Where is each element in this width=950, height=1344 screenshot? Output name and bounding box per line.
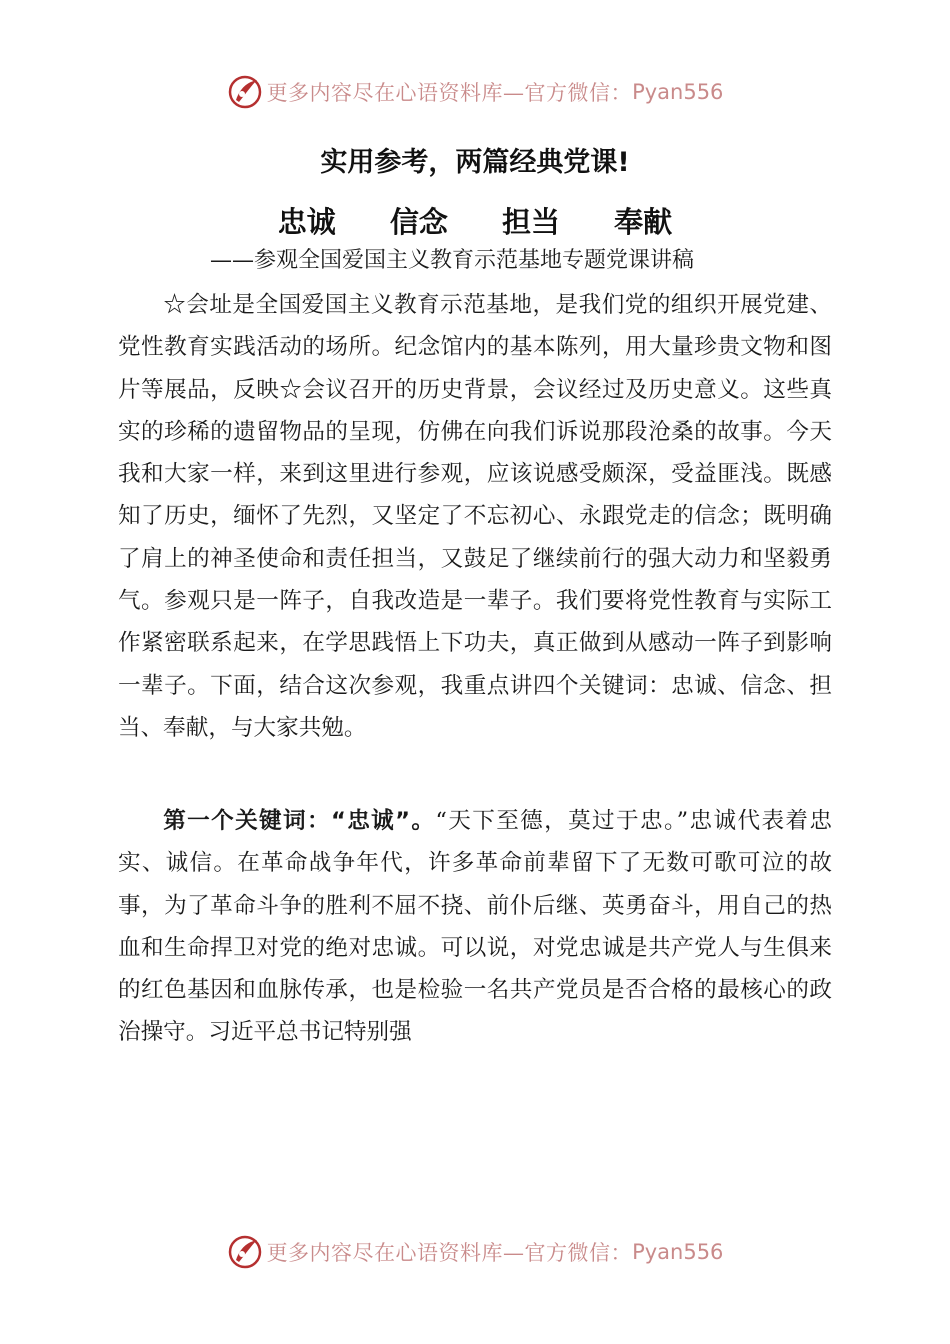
heading-word-dedication: 奉献	[614, 205, 673, 239]
header-watermark	[0, 72, 950, 112]
paragraph-text: ☆会址是全国爱国主义教育示范基地，是我们党的组织开展党建、党性教育实践活动的场所。纪念馆内的基本陈列，用大量珍贵文物和图片等展品，反映☆会议召开的历史背景，会议经过及历史意义。这些真实的珍稀的遗留物品的呈现，仿佛在向我们诉说那段沧桑的故事。今天我和大家一样，来到这里进行参观，应该说感受颇深，受益匪浅。既感知了历史，缅怀了先烈，又坚定了不忘初心、永跟党走的信念；既明确了肩上的神圣使命和责任担当，又鼓足了继续前行的强大动力和坚毅勇气。参观只是一阵子，自我改造是一辈子。我们要将党性教育与实际工作紧密联系起来，在学思践悟上下功夫，真正做到从感动一阵子到影响一辈子。下面，结合这次参观，我重点讲四个关键词：忠诚、信念、担当、奉献，与大家共勉。	[118, 292, 832, 741]
footer-watermark	[0, 1232, 950, 1272]
body-paragraph-1	[118, 284, 832, 749]
paragraph-text: “天下至德，莫过于忠。”忠诚代表着忠实、诚信。在革命战争年代，许多革命前辈留下了无数可歌可泣的故事，为了革命斗争的胜利不屈不挠、前仆后继、英勇奋斗，用自己的热血和生命捍卫对党的绝对忠诚。可以说，对党忠诚是共产党人与生俱来的红色基因和血脉传承，也是检验一名共产党员是否合格的最核心的政治操守。习近平总书记特别强	[118, 808, 832, 1046]
watermark-text: 更多内容尽在心语资料库—官方微信：	[266, 1241, 633, 1265]
watermark-text: 更多内容尽在心语资料库—官方微信：	[266, 81, 633, 105]
body-paragraph-2	[118, 800, 832, 1054]
keyword-heading: 第一个关键词：“忠诚”。	[163, 808, 436, 834]
watermark-logo-icon	[227, 1234, 263, 1270]
heading-word-loyalty: 忠诚	[277, 205, 336, 239]
section-heading	[0, 200, 950, 241]
watermark-id: Pyan556	[632, 80, 724, 104]
paragraph-container	[118, 800, 832, 1054]
heading-word-belief: 信念	[389, 205, 448, 239]
heading-word-responsibility: 担当	[502, 205, 561, 239]
watermark-logo-icon	[227, 74, 263, 110]
document-title: 实用参考，两篇经典党课!	[320, 147, 630, 178]
document-subtitle: ——参观全国爱国主义教育示范基地专题党课讲稿	[210, 248, 695, 273]
watermark-id: Pyan556	[632, 1240, 724, 1264]
